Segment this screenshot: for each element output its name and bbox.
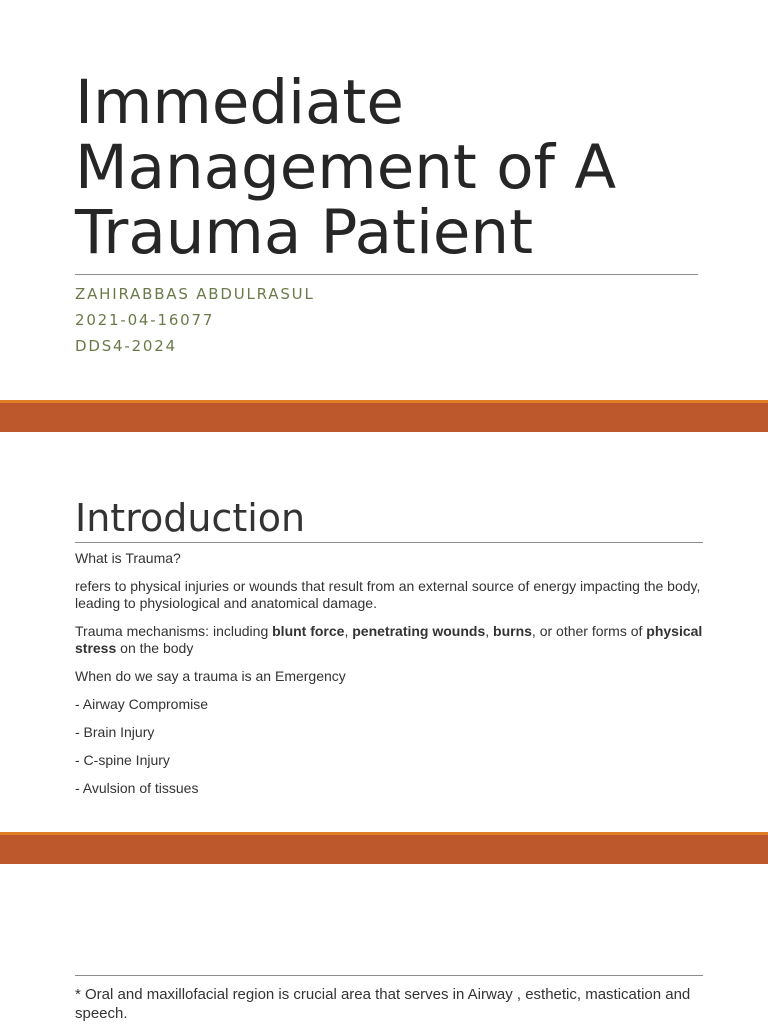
slide-title: Immediate Management of A Trauma Patient bbox=[75, 67, 617, 268]
title-slide bbox=[0, 0, 768, 400]
mechanisms-sep: , bbox=[485, 623, 494, 639]
trauma-question: What is Trauma? bbox=[75, 550, 181, 566]
course-code: DDS4-2024 bbox=[75, 337, 177, 355]
mechanisms-suffix: on the body bbox=[116, 640, 194, 656]
author-block bbox=[75, 281, 315, 359]
region-note: * Oral and maxillofacial region is crucial area that serves in Airway , esthetic, mastication and speech. bbox=[75, 986, 691, 1022]
mechanism-blunt: blunt force bbox=[272, 623, 345, 639]
trauma-mechanisms bbox=[75, 623, 703, 657]
list-item: - Airway Compromise bbox=[75, 696, 209, 712]
list-item: - Brain Injury bbox=[75, 724, 155, 740]
mechanism-burns: burns bbox=[493, 623, 532, 639]
mechanisms-mid: , or other forms of bbox=[531, 623, 647, 639]
emergency-question: When do we say a trauma is an Emergency bbox=[75, 668, 346, 684]
mechanisms-prefix: Trauma mechanisms: including bbox=[75, 623, 273, 639]
trauma-definition: refers to physical injuries or wounds that result from an external source of energy impacting the body, leading to physiological and anatomical damage. bbox=[75, 578, 701, 611]
student-id: 2021-04-16077 bbox=[75, 311, 215, 329]
list-item: - Avulsion of tissues bbox=[75, 780, 199, 796]
slide-separator bbox=[0, 400, 768, 432]
mechanism-stress: physical stress bbox=[75, 623, 703, 656]
section-heading: Introduction bbox=[75, 496, 306, 540]
introduction-body bbox=[75, 550, 703, 808]
title-divider bbox=[75, 274, 698, 275]
note-divider bbox=[75, 975, 703, 976]
list-item: - C-spine Injury bbox=[75, 752, 170, 768]
mechanisms-sep: , bbox=[344, 623, 353, 639]
author-name: ZAHIRABBAS ABDULRASUL bbox=[75, 285, 315, 303]
slide-separator bbox=[0, 832, 768, 864]
mechanism-penetrating: penetrating wounds bbox=[352, 623, 486, 639]
